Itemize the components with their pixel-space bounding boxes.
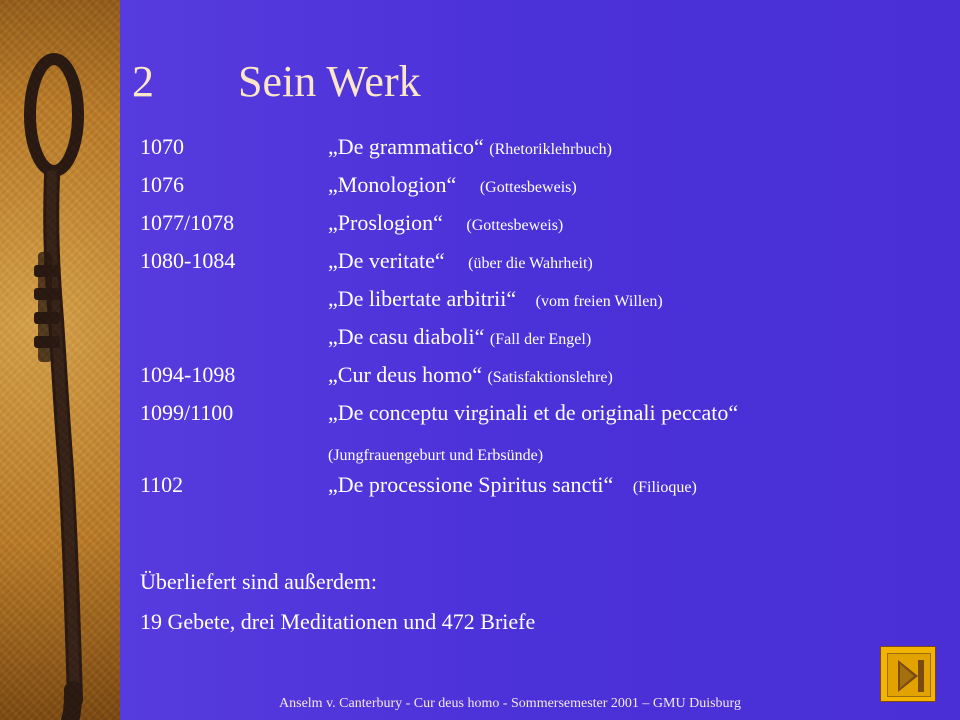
- work-title-text: „Monologion“: [328, 172, 457, 197]
- work-note: (Rhetoriklehrbuch): [489, 141, 612, 158]
- list-item: [140, 210, 920, 248]
- list-item: [140, 286, 920, 324]
- work-note: (Gottesbeweis): [466, 217, 564, 234]
- nav-last-slide-button[interactable]: [880, 646, 936, 702]
- work-note: (über die Wahrheit): [468, 255, 593, 272]
- work-title: [328, 134, 612, 163]
- list-item: [140, 438, 920, 472]
- works-list: [140, 134, 920, 510]
- list-item: [140, 362, 920, 400]
- additional-info-line-1: Überliefert sind außerdem:: [140, 569, 378, 594]
- work-year: 1099/1100: [140, 400, 234, 425]
- work-title-text: „De veritate“: [328, 248, 445, 273]
- work-note: (Jungfrauengeburt und Erbsünde): [328, 447, 544, 464]
- title-text: Sein Werk: [238, 57, 421, 106]
- work-note: (Fall der Engel): [489, 331, 592, 348]
- last-slide-icon: [888, 654, 932, 698]
- list-item: [140, 172, 920, 210]
- work-title: [328, 248, 593, 277]
- additional-info: [140, 562, 920, 642]
- work-year: 1070: [140, 134, 184, 159]
- list-item: [140, 400, 920, 438]
- work-title: [328, 172, 577, 201]
- nav-last-slide-inner: [887, 653, 931, 697]
- list-item: [140, 324, 920, 362]
- list-item: [140, 472, 920, 510]
- work-title-text: „De casu diaboli“: [328, 324, 485, 349]
- work-title: [328, 472, 697, 501]
- work-title-text: „Cur deus homo“: [328, 362, 482, 387]
- work-year: 1076: [140, 172, 184, 197]
- work-title: [328, 210, 563, 239]
- work-title-text: „De conceptu virginali et de originali peccato“: [328, 400, 739, 425]
- work-title: [328, 286, 663, 315]
- work-year: 1102: [140, 472, 184, 497]
- work-title-text: „De libertate arbitrii“: [328, 286, 517, 311]
- work-note: (vom freien Willen): [535, 293, 663, 310]
- list-item: [140, 248, 920, 286]
- work-year: 1094-1098: [140, 362, 236, 387]
- slide-title: [132, 52, 912, 112]
- left-decorative-panel: [0, 0, 120, 720]
- work-title: [328, 362, 613, 391]
- work-title: [328, 324, 591, 353]
- list-item: [140, 134, 920, 172]
- work-title: [328, 400, 738, 429]
- work-title-text: „De grammatico“: [328, 134, 484, 159]
- work-note: (Satisfaktionslehre): [487, 369, 613, 386]
- work-title-text: „De processione Spiritus sancti“: [328, 472, 614, 497]
- work-year: 1077/1078: [140, 210, 235, 235]
- work-title: [328, 440, 543, 469]
- work-year: 1080-1084: [140, 248, 236, 273]
- slide-footer: Anselm v. Canterbury - Cur deus homo - Sommersemester 2001 – GMU Duisburg: [279, 696, 741, 711]
- work-title-text: „Proslogion“: [328, 210, 443, 235]
- work-note: (Gottesbeweis): [479, 179, 577, 196]
- key-image: [0, 0, 120, 720]
- title-number: 2: [132, 57, 154, 106]
- additional-info-line-2: 19 Gebete, drei Meditationen und 472 Briefe: [140, 609, 536, 634]
- work-note: (Filioque): [632, 479, 697, 496]
